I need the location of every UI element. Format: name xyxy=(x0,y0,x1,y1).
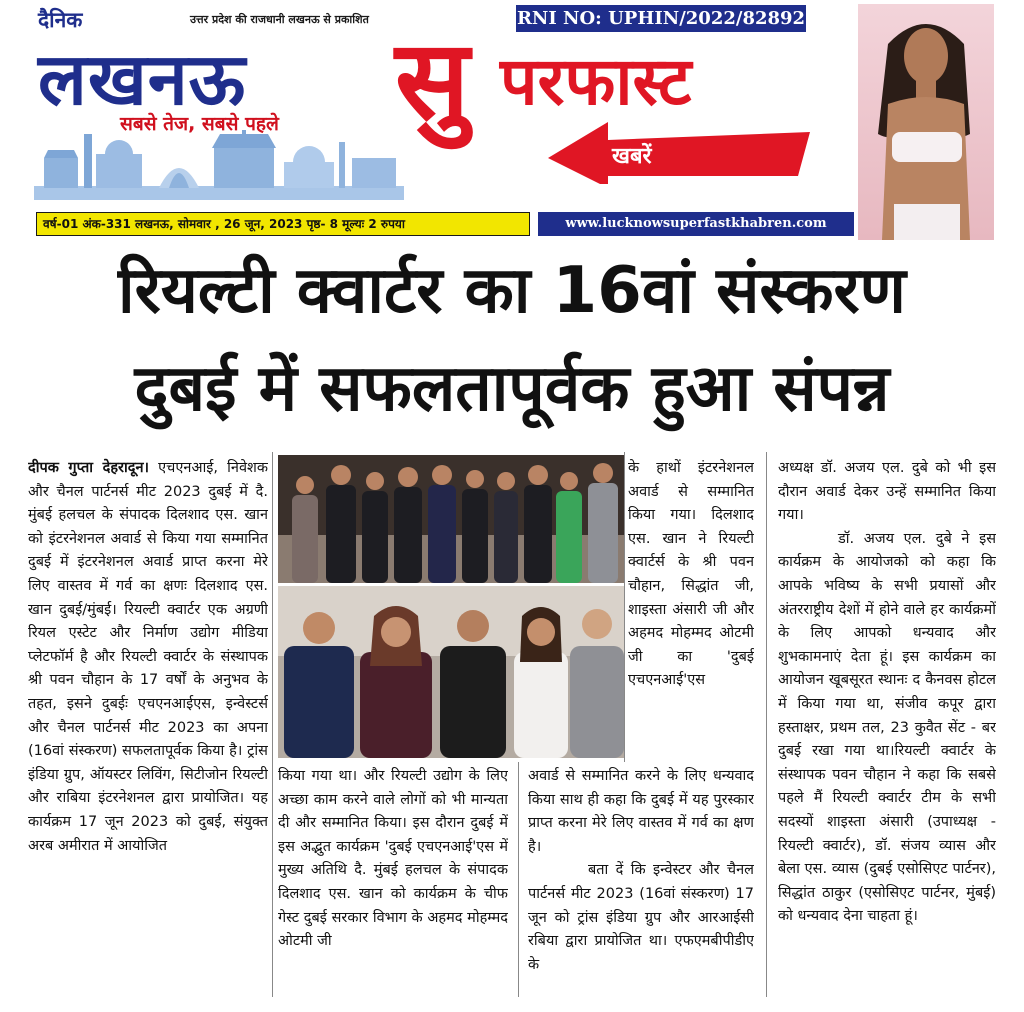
column-divider xyxy=(518,762,519,997)
column-divider xyxy=(624,452,625,762)
brand-lucknow: लखनऊ xyxy=(38,37,247,121)
column-divider xyxy=(272,452,273,997)
group-photo-1 xyxy=(278,455,624,583)
masthead xyxy=(0,0,1024,244)
column-2-text: किया गया था। और रियल्टी उद्योग के लिए अच्छा काम करने वाले लोगों को भी मान्यता दी और सम्मानित किया। इस दौरान दुबई में इस अद्भुत कार्यक्रम 'दुबई एचएनआई'एस में मुख्य अतिथि दै. मुंबई हलचल के संपादक दिलशाद एस. खान को कार्यक्रम के चीफ गेस्ट दुबई सरकार विभाग के अहमद मोहम्मद ओटमी जी xyxy=(278,768,508,950)
arrow-graphic xyxy=(548,118,818,184)
dateline: दीपक गुप्ता देहरादून। xyxy=(28,460,149,476)
headline-line-2: दुबई में सफलतापूर्वक हुआ संपन्न xyxy=(134,352,890,426)
skyline-illustration xyxy=(34,128,404,200)
column-3-top-text: के हाथों इंटरनेशनल अवार्ड से सम्मानित किया गया। दिलशाद एस. खान ने रियल्टी क्वार्टर्स के श्री पवन चौहान, सिद्धांत जी, शाइस्ता अंसारी जी और अहमद मोहम्मद ओटमी जी का 'दुबई एचएनआई'एस xyxy=(628,460,754,689)
website-url: www.lucknowsuperfastkhabren.com xyxy=(538,212,854,236)
brand-su: सु xyxy=(395,16,470,144)
rni-number: RNI NO: UPHIN/2022/82892 xyxy=(516,5,806,32)
column-3-bottom-text-2: बता दें कि इन्वेस्टर और चैनल पार्टनर्स मीट 2023 (16वां संस्करण) 17 जून को ट्रांस इंडिया ग्रुप और आरआईसी रबिया द्वारा प्रायोजित था। एफएमबीपीडीए के xyxy=(528,862,754,973)
masthead-dainik: दैनिक xyxy=(38,8,83,32)
brand-khabren: खबरें xyxy=(612,144,652,169)
issue-info-bar: वर्ष-01 अंक-331 लखनऊ, सोमवार , 26 जून, 2023 पृष्ठ- 8 मूल्यः 2 रुपया xyxy=(36,212,530,236)
brand-superfast: परफास्ट xyxy=(500,43,692,120)
column-4-text-2: डॉ. अजय एल. दुबे ने इस कार्यक्रम के आयोजको को कहा कि आपके भविष्य के सभी प्रयासों और अंतरराष्ट्रीय देशों में होने वाले हर कार्यक्रमों के लिए आपको धन्यवाद और शुभकामनाएं देता हूं। इस कार्यक्रम का आयोजन खूबसूरत स्थानः द कैनवस होटल में किया गया था, संजीव कपूर द्वारा हस्ताक्षर, प्रथम तल, 23 कुवैत सेंट - बर दुबई रखा गया था।रियल्टी क्वार्टर के संस्थापक पवन चौहान ने कहा कि सबसे पहले मैं रियल्टी क्वार्टर टीम के सभी सदस्यों शाइस्ता अंसारी (उपाध्यक्ष - रियल्टी क्वार्टर), डॉ. संजय व्यास और बेला एस. व्यास (दुबई एसोसिएट पार्टनर), सिद्धांत ठाकुर (एसोसिएट पार्टनर, मुंबई) को धन्यवाद देना चाहता हूं। xyxy=(778,530,996,925)
headline-line-1: रियल्टी क्वार्टर का 16वां संस्करण xyxy=(118,254,906,328)
article-column-2 xyxy=(278,765,508,997)
article-column-3-bottom xyxy=(528,765,754,997)
group-photo-2 xyxy=(278,586,624,758)
article-column-1 xyxy=(28,457,268,997)
column-1-text: एचएनआई, निवेशक और चैनल पार्टनर्स मीट 2023 दुबई में दै. मुंबई हलचल के संपादक दिलशाद एस. खान को इंटरनेशनल अवार्ड से किया गया सम्मानित दुबई में इंटरनेशनल अवार्ड प्राप्त करना मेरे लिए वास्तव में गर्व का क्षणः दिलशाद एस. खान दुबई/मुंबई। रियल्टी क्वार्टर एक अग्रणी रियल एस्टेट और निर्माण उद्योग मीडिया प्लेटफॉर्म है और रियल्टी क्वार्टर के संस्थापक श्री पवन चौहान के 17 वर्षों के अनुभव के तहत, इसने दुबईः एचएनआईएस, इन्वेस्टर्स और चैनल पार्टनर्स मीट 2023 का अपना (16वां संस्करण) सफलतापूर्वक किया है। ट्रांस इंडिया ग्रुप, ऑयस्टर लिविंग, सिटीजोन रियल्टी और राबिया इंटरनेशनल द्वारा प्रायोजित। यह कार्यक्रम 17 जून 2023 को दुबई, संयुक्त अरब अमीरात में आयोजित xyxy=(28,460,268,854)
advert-photo xyxy=(858,4,994,240)
column-4-text-1: अध्यक्ष डॉ. अजय एल. दुबे को भी इस दौरान अवार्ड देकर उन्हें सम्मानित किया गया। xyxy=(778,460,996,524)
column-3-bottom-text: अवार्ड से सम्मानित करने के लिए धन्यवाद किया साथ ही कहा कि दुबई में यह पुरस्कार प्राप्त करना मेरे लिए वास्तव में गर्व का क्षण है। xyxy=(528,768,754,855)
article-column-3-top xyxy=(628,457,754,762)
masthead-slogan: सबसे तेज, सबसे पहले xyxy=(120,113,279,135)
column-divider xyxy=(766,452,767,997)
masthead-tagline: उत्तर प्रदेश की राजधानी लखनऊ से प्रकाशित xyxy=(190,13,369,26)
article-column-4 xyxy=(778,457,996,997)
